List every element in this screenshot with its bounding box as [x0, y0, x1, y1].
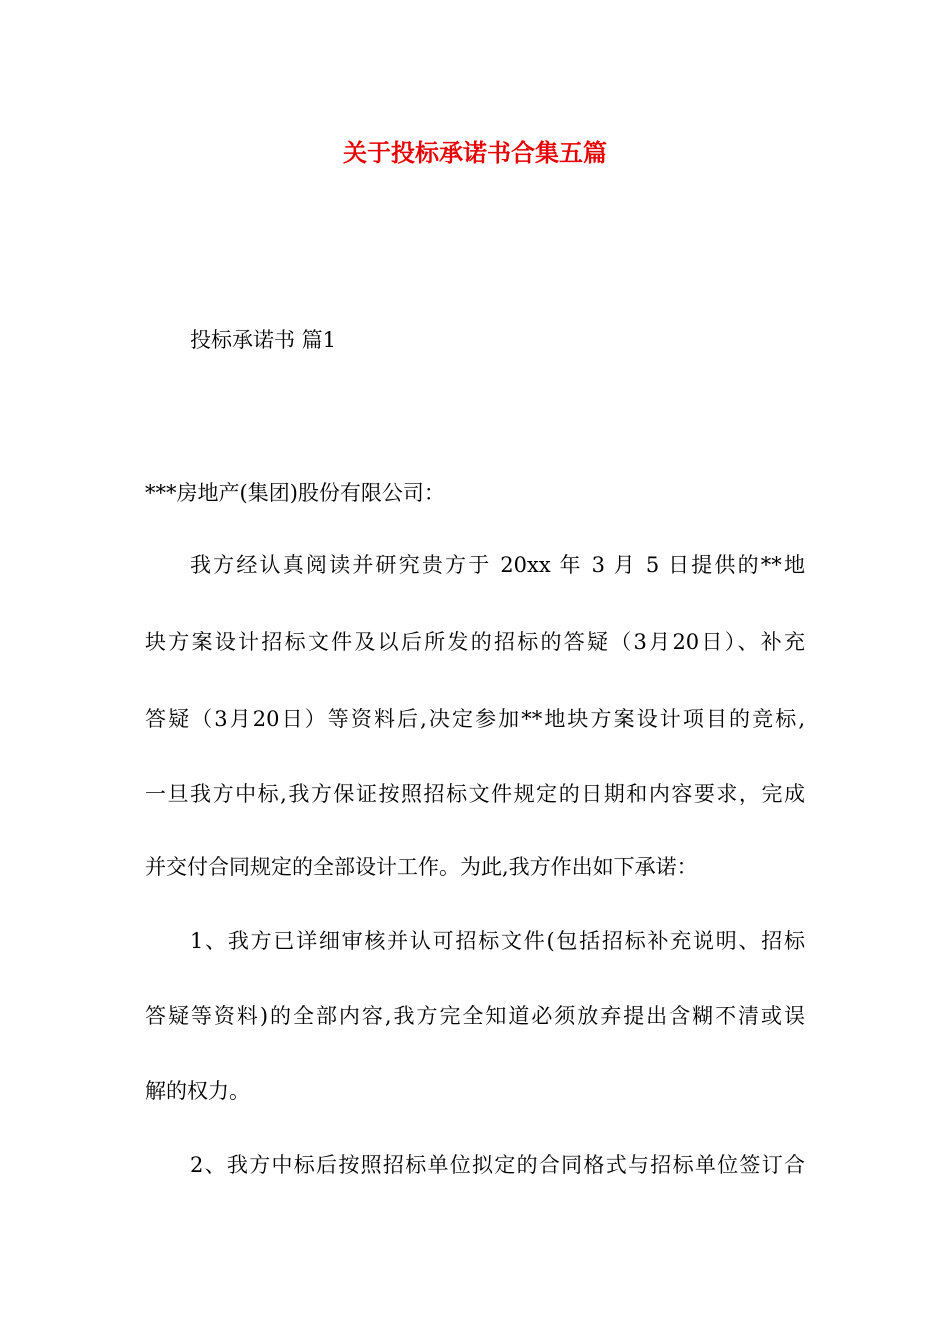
paragraph-line: 2、我方中标后按照招标单位拟定的合同格式与招标单位签订合: [190, 1153, 805, 1177]
paragraph-line: 解的权力。: [145, 1079, 250, 1103]
document-title: 关于投标承诺书合集五篇: [343, 138, 607, 167]
paragraph-line: 我方经认真阅读并研究贵方于 20xx 年 3 月 5 日提供的**地: [190, 553, 805, 577]
paragraph-line: 1、我方已详细审核并认可招标文件(包括招标补充说明、招标: [190, 929, 805, 953]
paragraph-line: 并交付合同规定的全部设计工作。为此,我方作出如下承诺：: [145, 855, 698, 879]
paragraph-line: 块方案设计招标文件及以后所发的招标的答疑（3月20日）、补充: [145, 630, 805, 654]
paragraph-line: 答疑等资料)的全部内容,我方完全知道必须放弃提出含糊不清或误: [145, 1004, 805, 1028]
section-heading: 投标承诺书 篇1: [190, 328, 337, 352]
paragraph-line: 答疑（3月20日）等资料后,决定参加**地块方案设计项目的竞标,: [145, 707, 805, 731]
salutation: ***房地产(集团)股份有限公司：: [145, 481, 445, 505]
paragraph-line: 一旦我方中标,我方保证按照招标文件规定的日期和内容要求，完成: [145, 782, 805, 806]
